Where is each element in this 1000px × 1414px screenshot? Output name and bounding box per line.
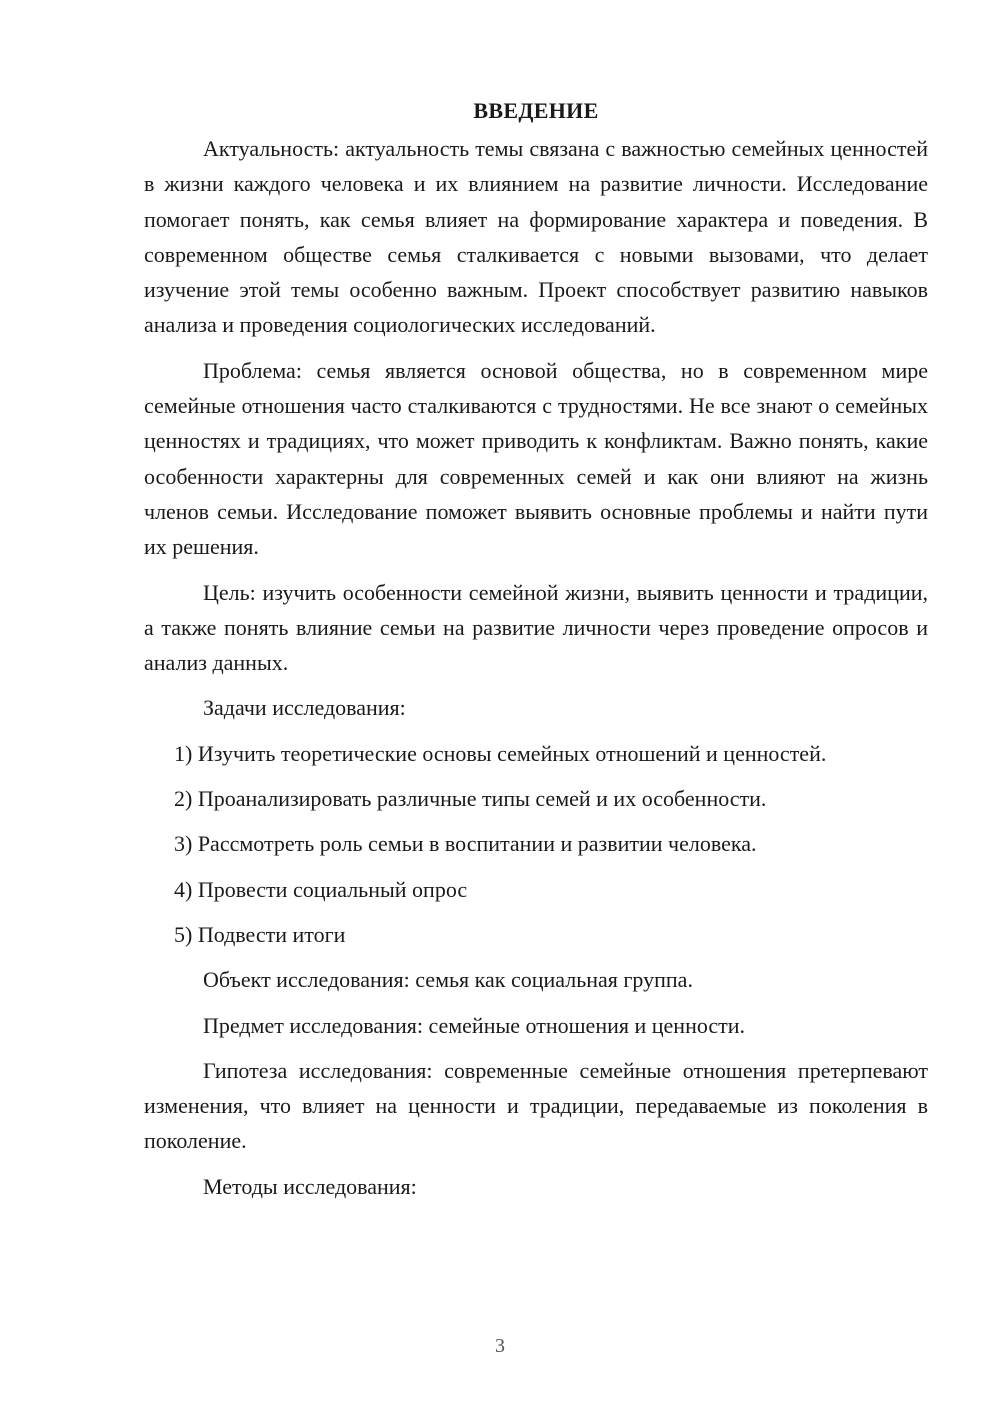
relevance-paragraph: Актуальность: актуальность темы связана с важностью семейных ценностей в жизни каждого человека и их влиянием на развитие личности. Исследование помогает понять, как семья влияет на формирование характера и поведения. В современном обществе семья сталкивается с новыми вызовами, что делает изучение этой темы особенно важным. Проект способствует развитию навыков анализа и проведения социологических исследований.: [144, 136, 928, 338]
methods-heading: Методы исследования:: [203, 1173, 417, 1199]
subject-paragraph: Предмет исследования: семейные отношения и ценности.: [203, 1012, 746, 1038]
list-item: 3) Рассмотреть роль семьи в воспитании и развитии человека.: [174, 831, 757, 857]
list-item: 4) Провести социальный опрос: [174, 876, 468, 902]
tasks-heading: Задачи исследования:: [203, 695, 406, 721]
tasks-list: [144, 736, 928, 952]
goal-paragraph: Цель: изучить особенности семейной жизни, выявить ценности и традиции, а также понять влияние семьи на развитие личности через проведение опросов и анализ данных.: [144, 579, 928, 676]
document-page: [144, 96, 928, 1214]
list-item: 2) Проанализировать различные типы семей и их особенности.: [174, 786, 767, 812]
list-item: 5) Подвести итоги: [174, 921, 346, 947]
object-paragraph: Объект исследования: семья как социальная группа.: [203, 967, 693, 993]
section-heading: ВВЕДЕНИЕ: [473, 98, 599, 123]
problem-paragraph: Проблема: семья является основой общества, но в современном мире семейные отношения часто сталкиваются с трудностями. Не все знают о семейных ценностях и традициях, что может приводить к конфликтам. Важно понять, какие особенности характерны для современных семей и как они влияют на жизнь членов семьи. Исследование поможет выявить основные проблемы и найти пути их решения.: [144, 357, 928, 560]
page-number: 3: [495, 1335, 505, 1357]
hypothesis-paragraph: Гипотеза исследования: современные семейные отношения претерпевают изменения, что влияет на ценности и традиции, передаваемые из поколения в поколение.: [144, 1057, 928, 1154]
list-item: 1) Изучить теоретические основы семейных отношений и ценностей.: [174, 740, 827, 766]
